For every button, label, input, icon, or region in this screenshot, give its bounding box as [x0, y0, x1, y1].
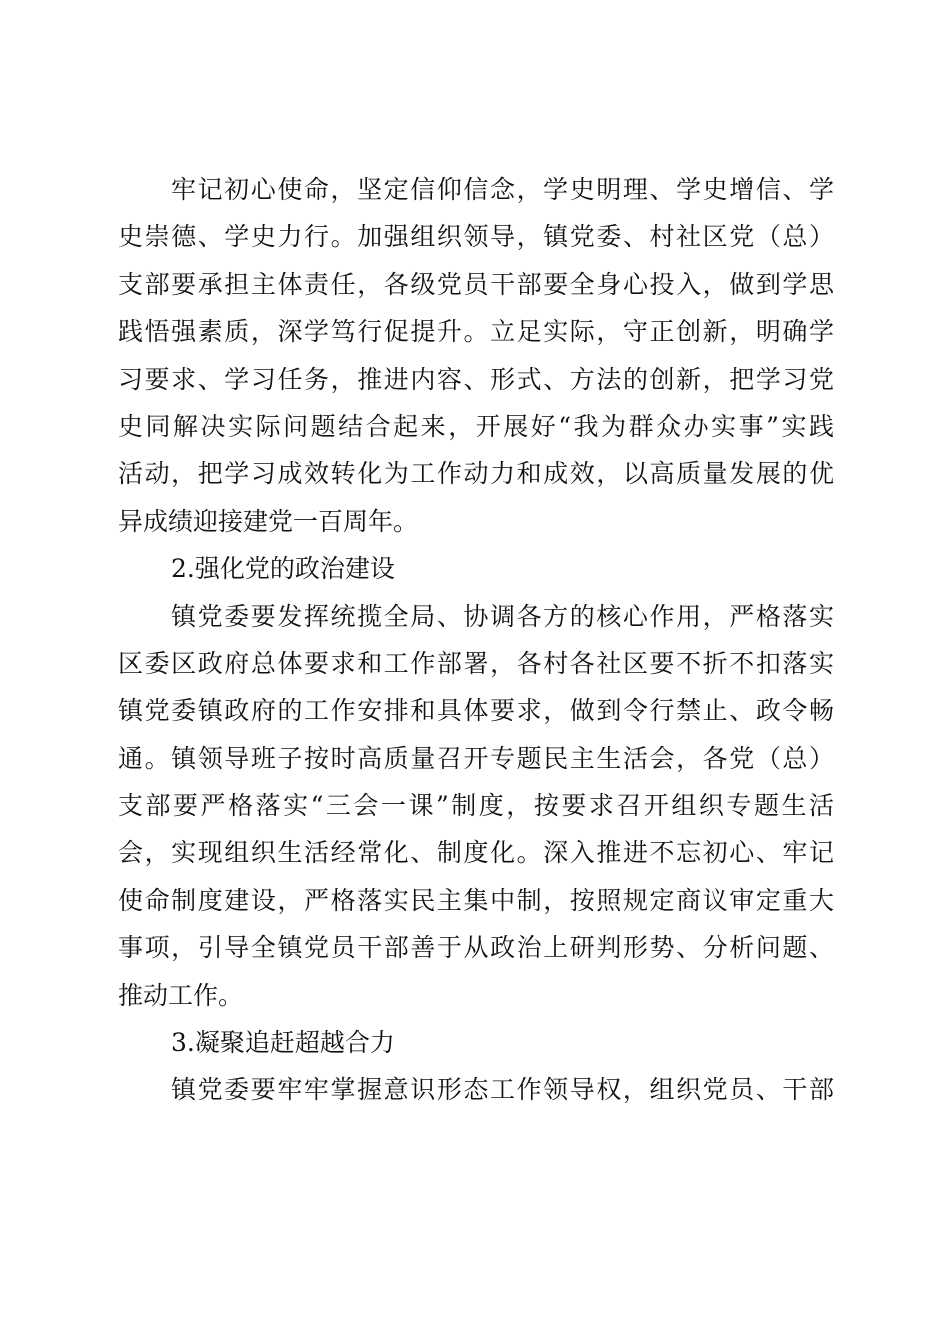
text-line: 会，实现组织生活经常化、制度化。深入推进不忘初心、牢记: [118, 838, 834, 868]
text-line: 镇党委要牢牢掌握意识形态工作领导权，组织党员、干部: [171, 1075, 834, 1105]
text-line: 牢记初心使命，坚定信仰信念，学史明理、学史增信、学: [171, 175, 834, 204]
section-heading-2: 2.强化党的政治建设: [171, 554, 395, 584]
text-line: 习要求、学习任务，推进内容、形式、方法的创新，把学习党: [118, 364, 834, 394]
text-line: 支部要严格落实“三会一课”制度，按要求召开组织专题生活: [118, 791, 834, 821]
text-line: 异成绩迎接建党一百周年。: [118, 506, 419, 536]
text-line: 区委区政府总体要求和工作部署，各村各社区要不折不扣落实: [118, 648, 834, 678]
text-line: 使命制度建设，严格落实民主集中制，按照规定商议审定重大: [118, 885, 834, 915]
paragraph-2: [118, 593, 834, 1020]
document-body: [118, 166, 834, 1114]
text-line: 通。镇领导班子按时高质量召开专题民主生活会，各党（总）: [118, 743, 834, 773]
text-line: 史同解决实际问题结合起来，开展好“我为群众办实事”实践: [118, 411, 834, 441]
text-line: 践悟强素质，深学笃行促提升。立足实际，守正创新，明确学: [118, 317, 834, 347]
text-line: 支部要承担主体责任，各级党员干部要全身心投入，做到学思: [118, 269, 834, 299]
text-line: 镇党委要发挥统揽全局、协调各方的核心作用，严格落实: [171, 601, 834, 631]
section-heading-3: 3.凝聚追赶超越合力: [171, 1028, 395, 1058]
paragraph-3: [118, 1066, 834, 1113]
text-line: 镇党委镇政府的工作安排和具体要求，做到令行禁止、政令畅: [118, 696, 834, 726]
text-line: 事项，引导全镇党员干部善于从政治上研判形势、分析问题、: [118, 933, 834, 963]
text-line: 活动，把学习成效转化为工作动力和成效，以高质量发展的优: [118, 459, 834, 489]
text-line: 史崇德、学史力行。加强组织领导，镇党委、村社区党（总）: [118, 222, 834, 252]
text-line: 推动工作。: [118, 980, 244, 1010]
paragraph-1: [118, 166, 834, 545]
